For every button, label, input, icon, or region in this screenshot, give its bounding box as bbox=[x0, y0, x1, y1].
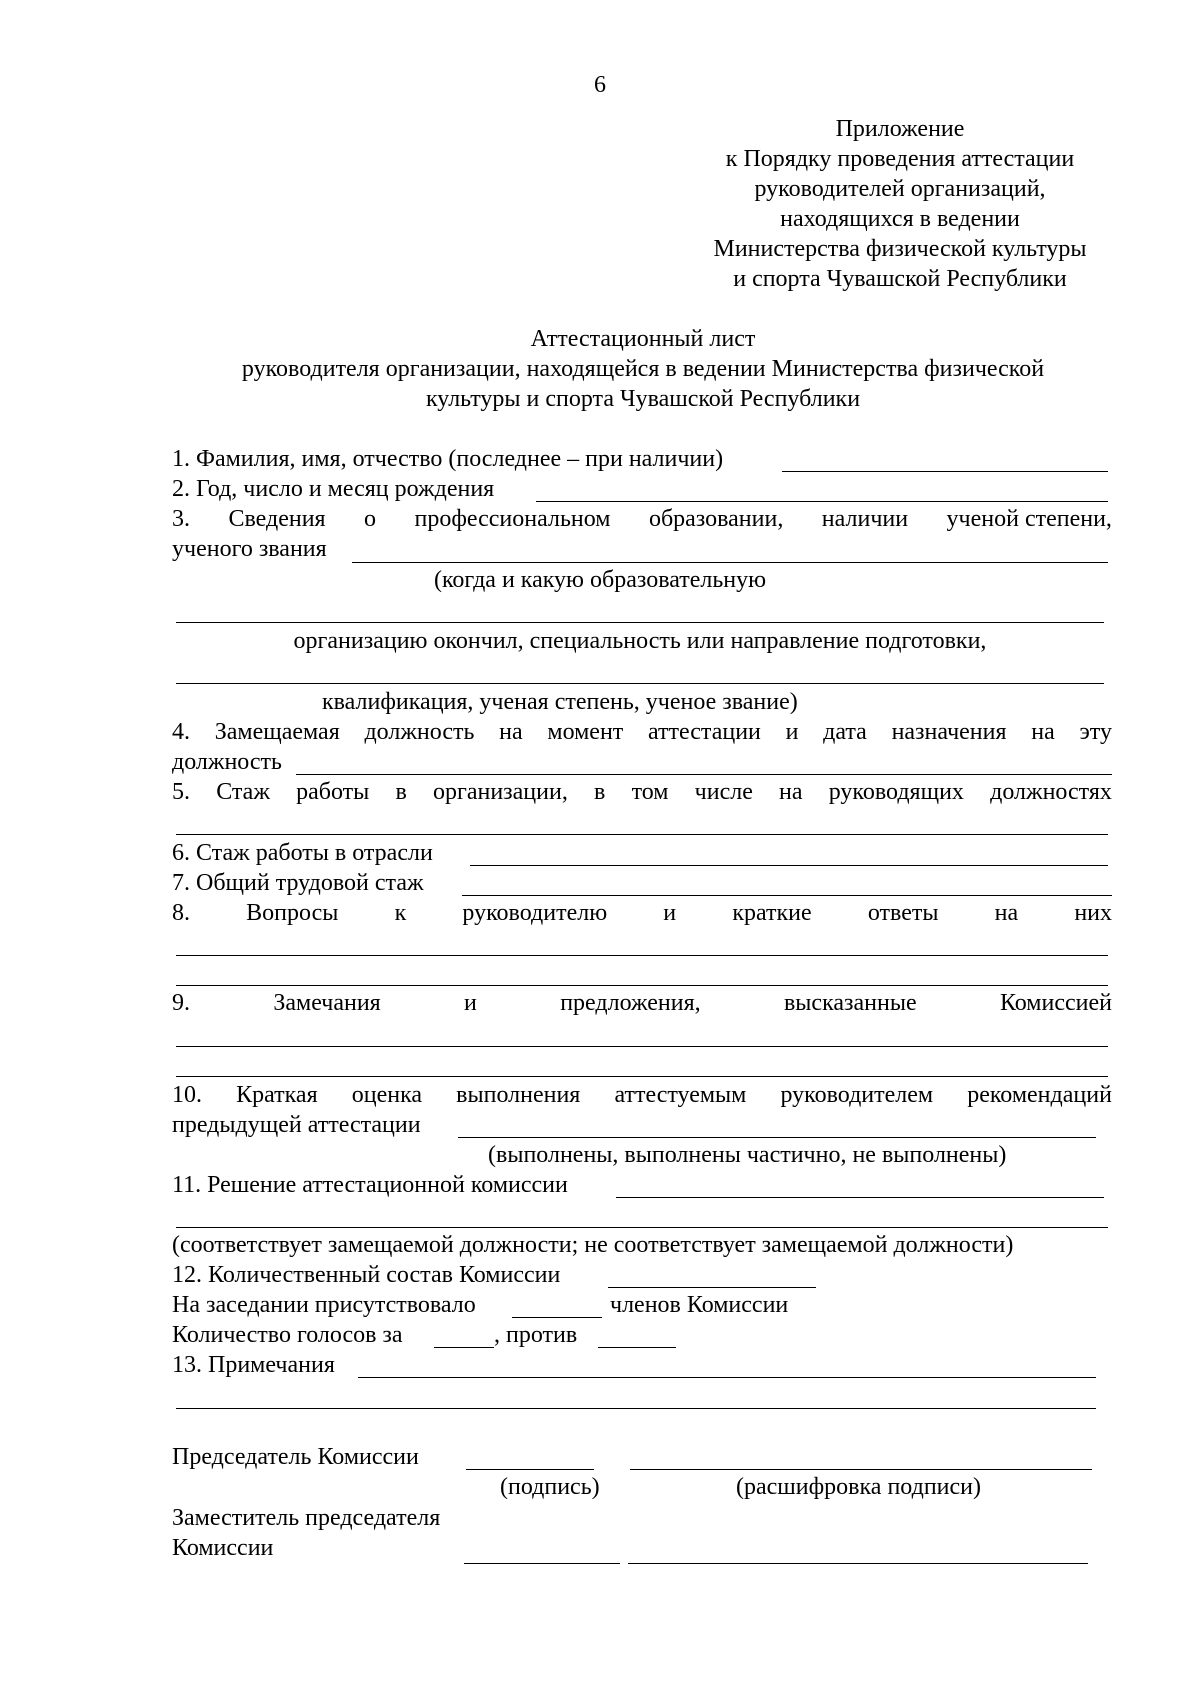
item-11-hint: (соответствует замещаемой должности; не соответствует замещаемой должности) bbox=[172, 1232, 1014, 1258]
votes-for-label: Количество голосов за bbox=[172, 1322, 403, 1348]
item-3-field-3[interactable] bbox=[176, 683, 1104, 684]
votes-against-field[interactable] bbox=[598, 1347, 676, 1348]
item-8-label: 8. Вопросы к руководителю и краткие ответы на них bbox=[172, 900, 1112, 926]
page-number: 6 bbox=[594, 72, 606, 98]
deputy-signature-field[interactable] bbox=[464, 1563, 620, 1564]
votes-for-field[interactable] bbox=[434, 1347, 494, 1348]
item-4-field[interactable] bbox=[296, 774, 1112, 775]
item-9-field-1[interactable] bbox=[176, 1046, 1108, 1047]
item-3-field-2[interactable] bbox=[176, 622, 1104, 623]
item-12-label: 12. Количественный состав Комиссии bbox=[172, 1262, 561, 1288]
deputy-label-1: Заместитель председателя bbox=[172, 1505, 441, 1531]
title-line-1: Аттестационный лист bbox=[530, 326, 756, 352]
item-7-label: 7. Общий трудовой стаж bbox=[172, 870, 424, 896]
item-3-field[interactable] bbox=[352, 562, 1108, 563]
item-3-hint-2: организацию окончил, специальность или направление подготовки, bbox=[293, 628, 987, 654]
item-5-label: 5. Стаж работы в организации, в том числе на руководящих должностях bbox=[172, 779, 1112, 805]
chairman-label: Председатель Комиссии bbox=[172, 1444, 419, 1470]
item-2-field[interactable] bbox=[536, 501, 1108, 502]
item-6-label: 6. Стаж работы в отрасли bbox=[172, 840, 433, 866]
item-13-label: 13. Примечания bbox=[172, 1352, 335, 1378]
chairman-decode-field[interactable] bbox=[630, 1469, 1092, 1470]
title-line-2: руководителя организации, находящейся в ведении Министерства физической bbox=[241, 356, 1045, 382]
item-9-label: 9. Замечания и предложения, высказанные Комиссией bbox=[172, 990, 1112, 1016]
appendix-line-5: Министерства физической культуры bbox=[713, 236, 1087, 262]
item-2-label: 2. Год, число и месяц рождения bbox=[172, 476, 495, 502]
deputy-label-2: Комиссии bbox=[172, 1535, 274, 1561]
item-5-field[interactable] bbox=[176, 834, 1108, 835]
item-8-field-1[interactable] bbox=[176, 955, 1108, 956]
appendix-line-6: и спорта Чувашской Республики bbox=[733, 266, 1067, 292]
item-11-label: 11. Решение аттестационной комиссии bbox=[172, 1172, 568, 1198]
item-12-field[interactable] bbox=[608, 1287, 816, 1288]
appendix-line-1: Приложение bbox=[835, 116, 965, 142]
decode-hint: (расшифровка подписи) bbox=[736, 1474, 981, 1500]
title-line-3: культуры и спорта Чувашской Республики bbox=[425, 386, 861, 412]
item-13-field-2[interactable] bbox=[176, 1408, 1096, 1409]
present-label-suffix: членов Комиссии bbox=[610, 1292, 789, 1318]
item-8-field-2[interactable] bbox=[176, 985, 1108, 986]
item-10-continuation: предыдущей аттестации bbox=[172, 1112, 421, 1138]
votes-against-label: , против bbox=[494, 1322, 578, 1348]
item-7-field[interactable] bbox=[462, 895, 1112, 896]
item-6-field[interactable] bbox=[470, 865, 1108, 866]
item-3-label: 3. Сведения о профессиональном образовании, наличии ученой степени, bbox=[172, 506, 1112, 532]
item-11-field[interactable] bbox=[616, 1197, 1104, 1198]
item-10-hint: (выполнены, выполнены частично, не выполнены) bbox=[488, 1142, 1007, 1168]
appendix-line-3: руководителей организаций, bbox=[754, 176, 1046, 202]
item-10-field[interactable] bbox=[458, 1137, 1096, 1138]
appendix-line-2: к Порядку проведения аттестации bbox=[725, 146, 1075, 172]
item-3-hint-1: (когда и какую образовательную bbox=[434, 567, 767, 593]
item-1-label: 1. Фамилия, имя, отчество (последнее – при наличии) bbox=[172, 446, 724, 472]
item-3-hint-3: квалификация, ученая степень, ученое звание) bbox=[322, 689, 798, 715]
item-3-continuation: ученого звания bbox=[172, 536, 327, 562]
item-4-label: 4. Замещаемая должность на момент аттестации и дата назначения на эту bbox=[172, 719, 1112, 745]
item-11-field-2[interactable] bbox=[176, 1227, 1108, 1228]
item-1-field[interactable] bbox=[782, 471, 1108, 472]
item-13-field[interactable] bbox=[358, 1377, 1096, 1378]
item-4-continuation: должность bbox=[172, 749, 282, 775]
item-9-field-2[interactable] bbox=[176, 1076, 1108, 1077]
item-10-label: 10. Краткая оценка выполнения аттестуемым руководителем рекомендаций bbox=[172, 1082, 1112, 1108]
chairman-signature-field[interactable] bbox=[466, 1469, 594, 1470]
present-label: На заседании присутствовало bbox=[172, 1292, 476, 1318]
appendix-line-4: находящихся в ведении bbox=[780, 206, 1020, 232]
deputy-decode-field[interactable] bbox=[628, 1563, 1088, 1564]
present-count-field[interactable] bbox=[512, 1317, 602, 1318]
signature-hint: (подпись) bbox=[500, 1474, 600, 1500]
